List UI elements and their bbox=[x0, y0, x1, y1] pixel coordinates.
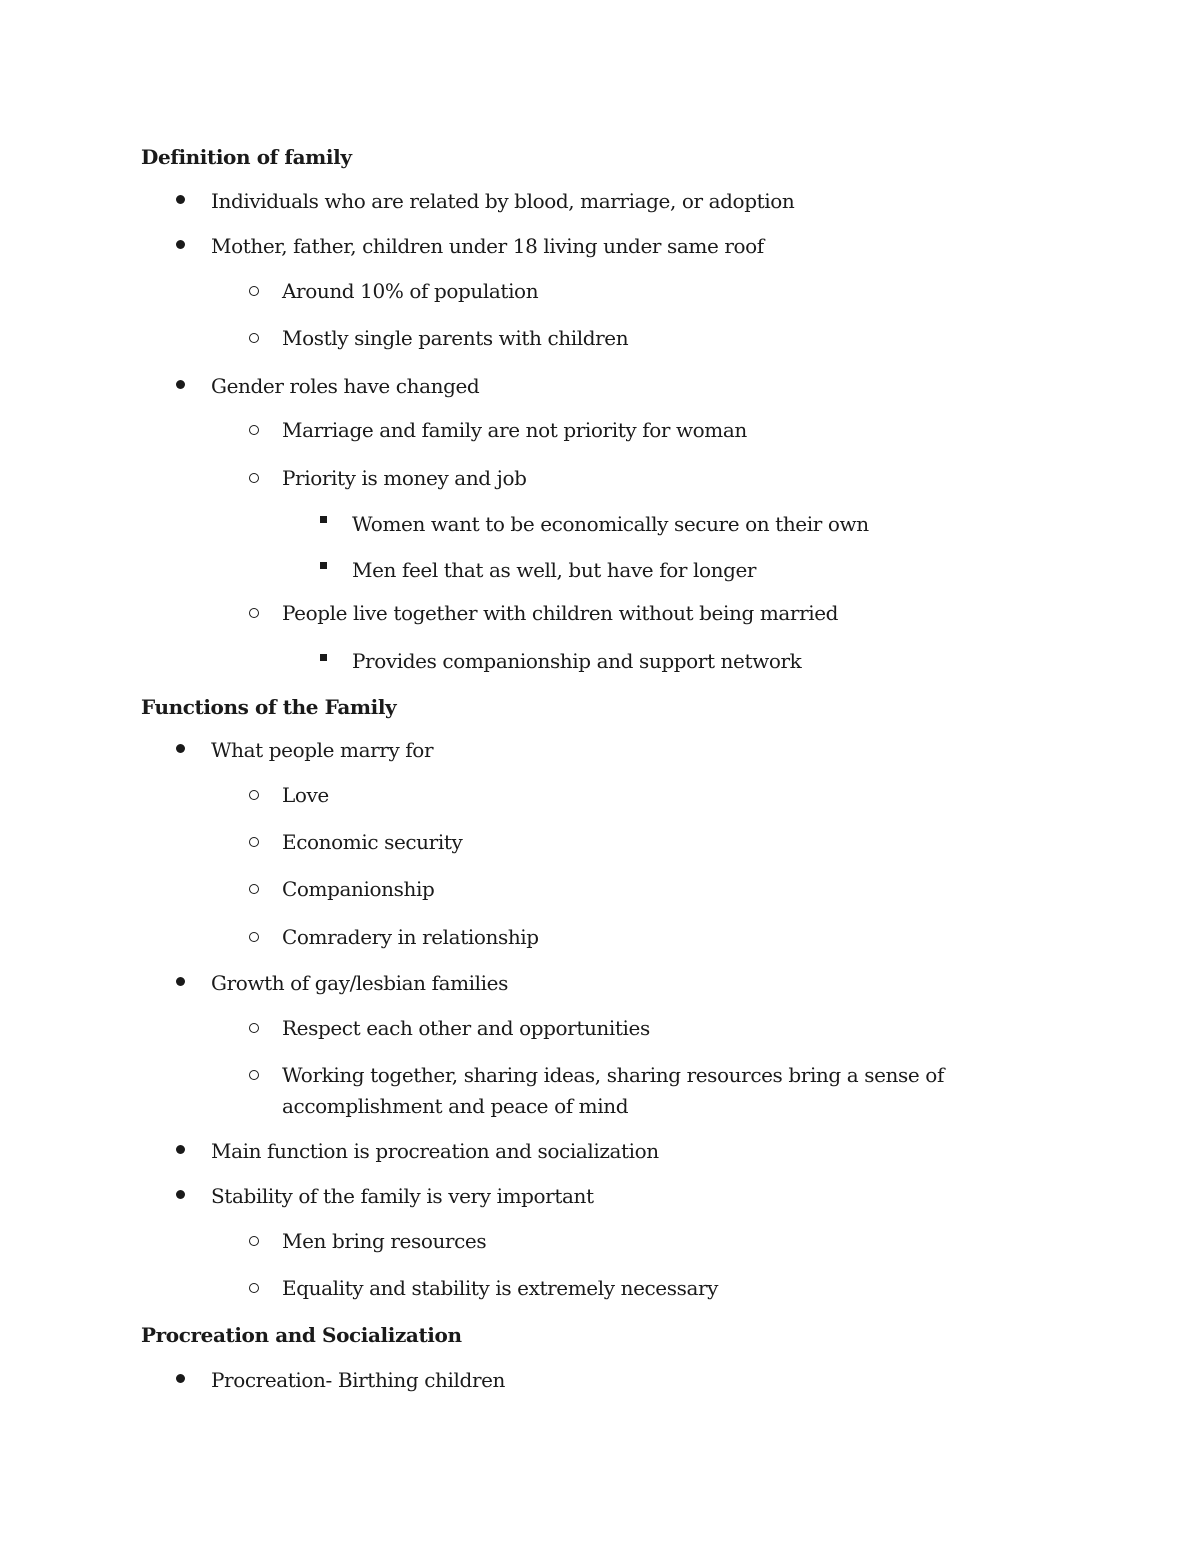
hollow-bullet-icon bbox=[249, 286, 259, 296]
list-item: Procreation- Birthing children bbox=[211, 1368, 506, 1392]
list-item-continuation: accomplishment and peace of mind bbox=[282, 1094, 629, 1118]
list-item: Main function is procreation and socialization bbox=[211, 1139, 659, 1163]
list-item: Men bring resources bbox=[282, 1229, 487, 1253]
list-item: Individuals who are related by blood, marriage, or adoption bbox=[211, 189, 795, 213]
list-item: Comradery in relationship bbox=[282, 925, 539, 949]
filled-bullet-icon bbox=[176, 977, 185, 986]
section-heading: Definition of family bbox=[141, 145, 352, 169]
square-bullet-icon bbox=[320, 516, 327, 523]
hollow-bullet-icon bbox=[249, 932, 259, 942]
list-item: Growth of gay/lesbian families bbox=[211, 971, 508, 995]
filled-bullet-icon bbox=[176, 1145, 185, 1154]
list-item: Love bbox=[282, 783, 329, 807]
filled-bullet-icon bbox=[176, 744, 185, 753]
filled-bullet-icon bbox=[176, 1374, 185, 1383]
square-bullet-icon bbox=[320, 654, 327, 661]
hollow-bullet-icon bbox=[249, 608, 259, 618]
hollow-bullet-icon bbox=[249, 425, 259, 435]
list-item: Stability of the family is very important bbox=[211, 1184, 594, 1208]
hollow-bullet-icon bbox=[249, 333, 259, 343]
list-item: Men feel that as well, but have for longer bbox=[352, 558, 757, 582]
hollow-bullet-icon bbox=[249, 1283, 259, 1293]
list-item: Gender roles have changed bbox=[211, 374, 480, 398]
list-item: Mostly single parents with children bbox=[282, 326, 629, 350]
hollow-bullet-icon bbox=[249, 790, 259, 800]
section-heading: Procreation and Socialization bbox=[141, 1323, 462, 1347]
list-item: Companionship bbox=[282, 877, 435, 901]
list-item: Marriage and family are not priority for woman bbox=[282, 418, 747, 442]
square-bullet-icon bbox=[320, 562, 327, 569]
list-item: Provides companionship and support network bbox=[352, 649, 802, 673]
hollow-bullet-icon bbox=[249, 1070, 259, 1080]
list-item: Priority is money and job bbox=[282, 466, 527, 490]
section-heading: Functions of the Family bbox=[141, 695, 397, 719]
hollow-bullet-icon bbox=[249, 837, 259, 847]
list-item: Mother, father, children under 18 living under same roof bbox=[211, 234, 764, 258]
filled-bullet-icon bbox=[176, 240, 185, 249]
list-item: What people marry for bbox=[211, 738, 434, 762]
hollow-bullet-icon bbox=[249, 473, 259, 483]
filled-bullet-icon bbox=[176, 195, 185, 204]
list-item: Around 10% of population bbox=[282, 279, 539, 303]
hollow-bullet-icon bbox=[249, 1236, 259, 1246]
list-item: Working together, sharing ideas, sharing resources bring a sense of bbox=[282, 1063, 944, 1087]
list-item: People live together with children without being married bbox=[282, 601, 839, 625]
filled-bullet-icon bbox=[176, 1190, 185, 1199]
list-item: Equality and stability is extremely necessary bbox=[282, 1276, 719, 1300]
list-item: Economic security bbox=[282, 830, 463, 854]
filled-bullet-icon bbox=[176, 380, 185, 389]
list-item: Women want to be economically secure on their own bbox=[352, 512, 869, 536]
hollow-bullet-icon bbox=[249, 1023, 259, 1033]
list-item: Respect each other and opportunities bbox=[282, 1016, 650, 1040]
hollow-bullet-icon bbox=[249, 884, 259, 894]
